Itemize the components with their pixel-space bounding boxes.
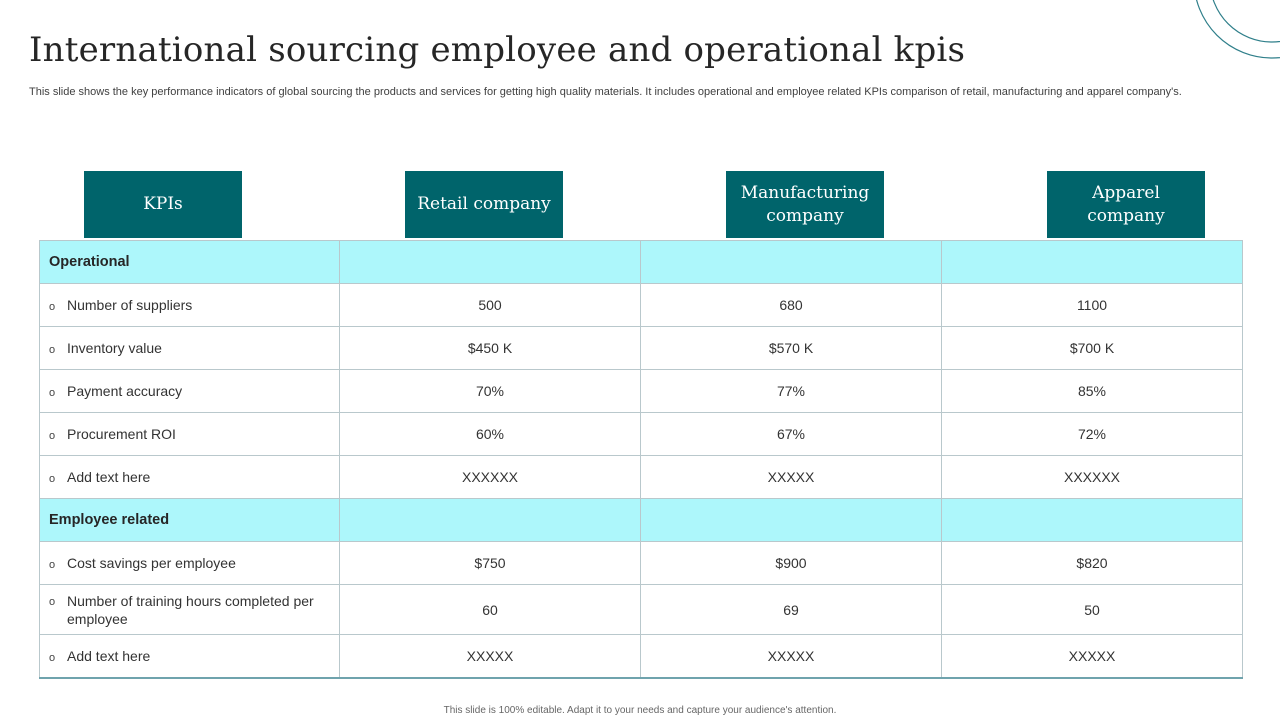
- kpi-cell: [40, 284, 340, 327]
- bullet-circle-icon: o: [49, 387, 56, 399]
- value-cell: 60%: [340, 413, 641, 456]
- kpi-cell: [40, 413, 340, 456]
- section-label: Employee related: [40, 499, 340, 542]
- value-cell: $750: [340, 542, 641, 585]
- kpi-label: Add text here: [67, 647, 151, 664]
- kpi-cell: [40, 327, 340, 370]
- table-row: [40, 585, 1243, 635]
- section-row: [40, 499, 1243, 542]
- bullet-circle-icon: o: [49, 595, 56, 608]
- value-cell: $570 K: [641, 327, 942, 370]
- bullet-circle-icon: o: [49, 301, 56, 313]
- slide-title: International sourcing employee and operational kpis: [29, 30, 966, 70]
- table-row: [40, 327, 1243, 370]
- kpi-label: Number of suppliers: [67, 297, 193, 313]
- bullet-circle-icon: o: [49, 344, 56, 356]
- value-cell: XXXXX: [641, 635, 942, 678]
- table-row: [40, 542, 1243, 585]
- section-row: [40, 241, 1243, 284]
- header-retail-company: Retail company: [405, 171, 563, 238]
- header-kpis: KPIs: [84, 171, 242, 238]
- slide-subtitle: This slide shows the key performance indicators of global sourcing the products and services for getting high quality materials. It includes operational and employee related KPIs comparison of retail, manufacturing and apparel company's.: [29, 86, 1182, 98]
- value-cell: 680: [641, 284, 942, 327]
- kpi-label: Inventory value: [67, 340, 162, 356]
- value-cell: XXXXXX: [340, 456, 641, 499]
- bullet-circle-icon: o: [49, 430, 56, 442]
- footer-note: This slide is 100% editable. Adapt it to your needs and capture your audience's attention.: [443, 705, 837, 716]
- value-cell: 85%: [942, 370, 1243, 413]
- table-row: [40, 413, 1243, 456]
- header-manufacturing-company: Manufacturing company: [726, 171, 884, 238]
- kpi-cell: [40, 585, 340, 635]
- kpi-label: Payment accuracy: [67, 383, 183, 399]
- kpi-label: Cost savings per employee: [67, 555, 236, 571]
- value-cell: 500: [340, 284, 641, 327]
- column-headers: [39, 171, 1242, 238]
- header-apparel-company: Apparel company: [1047, 171, 1205, 238]
- kpi-table: [39, 240, 1243, 679]
- value-cell: XXXXXX: [942, 456, 1243, 499]
- section-empty-cell: [942, 499, 1243, 542]
- value-cell: 72%: [942, 413, 1243, 456]
- value-cell: XXXXX: [942, 635, 1243, 678]
- value-cell: 69: [641, 585, 942, 635]
- value-cell: $820: [942, 542, 1243, 585]
- kpi-cell: [40, 635, 340, 678]
- table-row: [40, 635, 1243, 678]
- value-cell: $900: [641, 542, 942, 585]
- kpi-cell: [40, 456, 340, 499]
- bullet-circle-icon: o: [49, 559, 56, 571]
- value-cell: 67%: [641, 413, 942, 456]
- kpi-cell: [40, 542, 340, 585]
- decorative-rings: [1190, 0, 1280, 75]
- value-cell: $700 K: [942, 327, 1243, 370]
- bullet-circle-icon: o: [49, 651, 56, 664]
- section-empty-cell: [641, 499, 942, 542]
- value-cell: 1100: [942, 284, 1243, 327]
- table-row: [40, 284, 1243, 327]
- value-cell: 70%: [340, 370, 641, 413]
- value-cell: $450 K: [340, 327, 641, 370]
- section-empty-cell: [340, 499, 641, 542]
- table-row: [40, 456, 1243, 499]
- value-cell: XXXXX: [340, 635, 641, 678]
- section-empty-cell: [942, 241, 1243, 284]
- kpi-label: Number of training hours completed per employee: [67, 592, 314, 627]
- kpi-label: Procurement ROI: [67, 426, 176, 442]
- value-cell: XXXXX: [641, 456, 942, 499]
- section-empty-cell: [340, 241, 641, 284]
- section-label: Operational: [40, 241, 340, 284]
- kpi-cell: [40, 370, 340, 413]
- section-empty-cell: [641, 241, 942, 284]
- table-row: [40, 370, 1243, 413]
- value-cell: 77%: [641, 370, 942, 413]
- value-cell: 60: [340, 585, 641, 635]
- kpi-label: Add text here: [67, 469, 151, 485]
- value-cell: 50: [942, 585, 1243, 635]
- bullet-circle-icon: o: [49, 473, 56, 485]
